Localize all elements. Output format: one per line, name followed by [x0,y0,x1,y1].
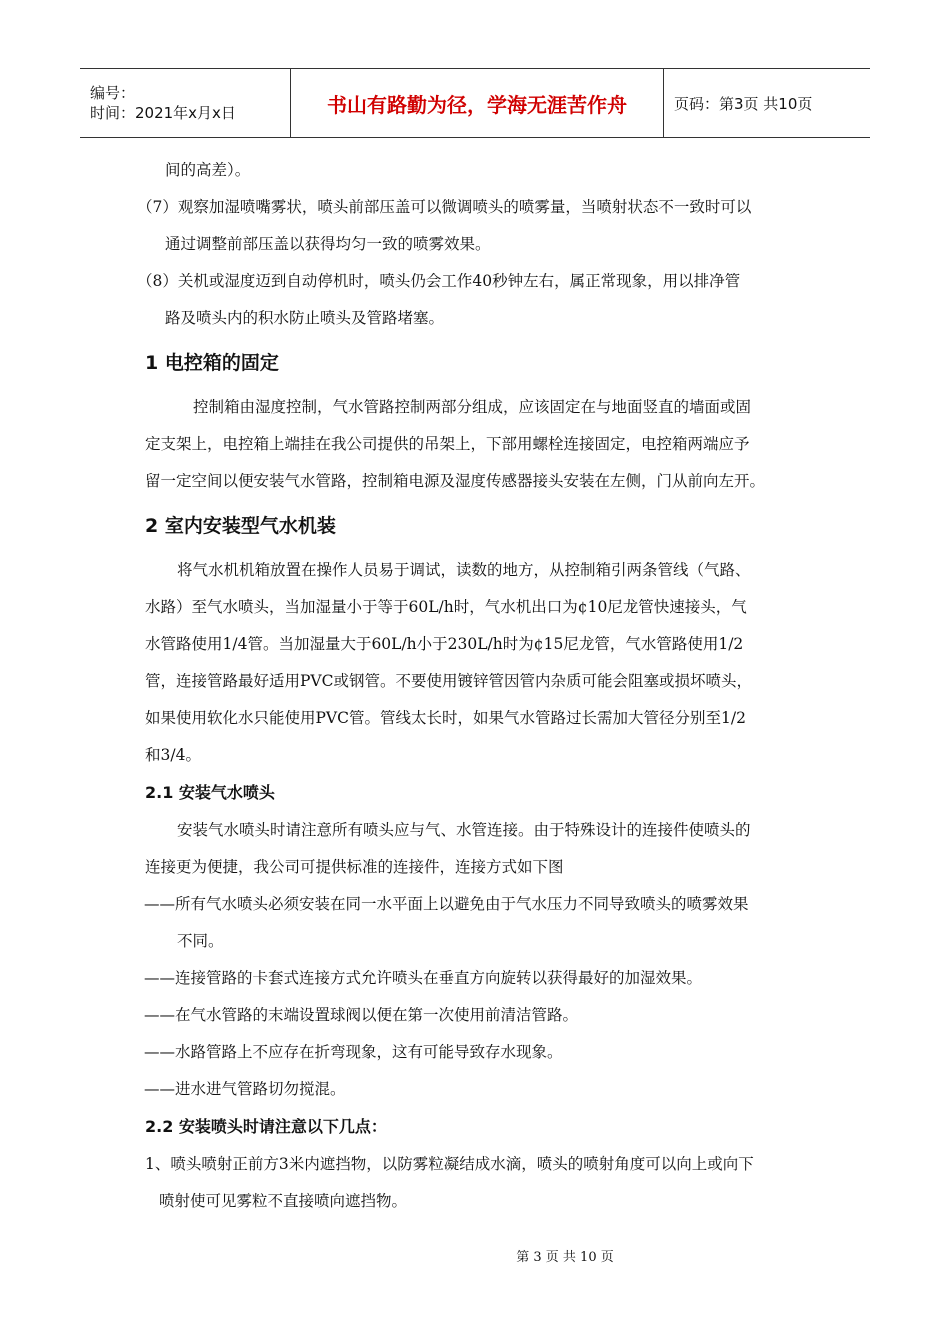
list-item: ——进水进气管路切勿搅混。 [144,1080,346,1098]
text-line: 安装气水喷头时请注意所有喷头应与气、水管连接。由于特殊设计的连接件使喷头的 [177,821,751,839]
list-item: 1、喷头喷射正前方3米内遮挡物，以防雾粒凝结成水滴，喷头的喷射角度可以向上或向下 [145,1155,754,1173]
doc-time-label: 时间：2021年x月x日 [90,104,236,122]
page-footer [0,1246,950,1265]
list-item: ——连接管路的卡套式连接方式允许喷头在垂直方向旋转以获得最好的加湿效果。 [144,969,703,987]
text-line: 喷射使可见雾粒不直接喷向遮挡物。 [159,1192,408,1210]
document-body [137,152,810,1220]
text-line: 定支架上，电控箱上端挂在我公司提供的吊架上，下部用螺栓连接固定，电控箱两端应予 [145,435,750,453]
text-line: 水路）至气水喷头，当加湿量小于等于60L/h时，气水机出口为¢10尼龙管快速接头，气 [145,598,747,616]
text-line: （8）关机或湿度迈到自动停机时，喷头仍会工作40秒钟左右，属正常现象，用以排净管 [137,272,741,290]
section-heading: 2 室内安装型气水机装 [145,515,336,537]
text-line: 间的高差）。 [165,161,251,179]
header-motto: 书山有路勤为径，学海无涯苦作舟 [291,69,664,137]
footer-page-number: 第 3 页 共 10 页 [516,1250,614,1265]
text-line: （7）观察加湿喷嘴雾状，喷头前部压盖可以微调喷头的喷雾量，当喷射状态不一致时可以 [137,198,752,216]
list-item: ——水路管路上不应存在折弯现象，这有可能导致存水现象。 [144,1043,563,1061]
header-meta [80,69,291,137]
text-line: 通过调整前部压盖以获得均匀一致的喷雾效果。 [165,235,491,253]
text-line: 不同。 [177,932,224,950]
doc-number-label: 编号： [90,84,136,102]
text-line: 如果使用软化水只能使用PVC管。管线太长时，如果气水管路过长需加大管径分别至1/2 [145,709,746,727]
page-header [80,68,870,138]
subsection-heading: 2.1 安装气水喷头 [145,783,275,802]
text-line: 将气水机机箱放置在操作人员易于调试，读数的地方，从控制箱引两条管线（气路、 [177,561,751,579]
text-line: 留一定空间以便安装气水管路，控制箱电源及湿度传感器接头安装在左侧，门从前向左开。 [145,472,766,490]
subsection-heading: 2.2 安装喷头时请注意以下几点： [145,1117,387,1136]
header-page-info: 页码：第3页 共10页 [674,94,813,113]
text-line: 控制箱由湿度控制，气水管路控制两部分组成，应该固定在与地面竖直的墙面或固 [193,398,752,416]
list-item: ——在气水管路的末端设置球阀以便在第一次使用前清洁管路。 [144,1006,579,1024]
text-line: 水管路使用1/4管。当加湿量大于60L/h小于230L/h时为¢15尼龙管，气水管路使用1/2 [145,635,744,653]
text-line: 路及喷头内的积水防止喷头及管路堵塞。 [165,309,445,327]
list-item: ——所有气水喷头必须安装在同一水平面上以避免由于气水压力不同导致喷头的喷雾效果 [144,895,749,913]
text-line: 和3/4。 [145,746,201,764]
text-line: 管，连接管路最好适用PVC或钢管。不要使用镀锌管因管内杂质可能会阻塞或损坏喷头， [145,672,752,690]
section-heading: 1 电控箱的固定 [145,352,279,374]
text-line: 连接更为便捷，我公司可提供标准的连接件，连接方式如下图 [145,858,564,876]
